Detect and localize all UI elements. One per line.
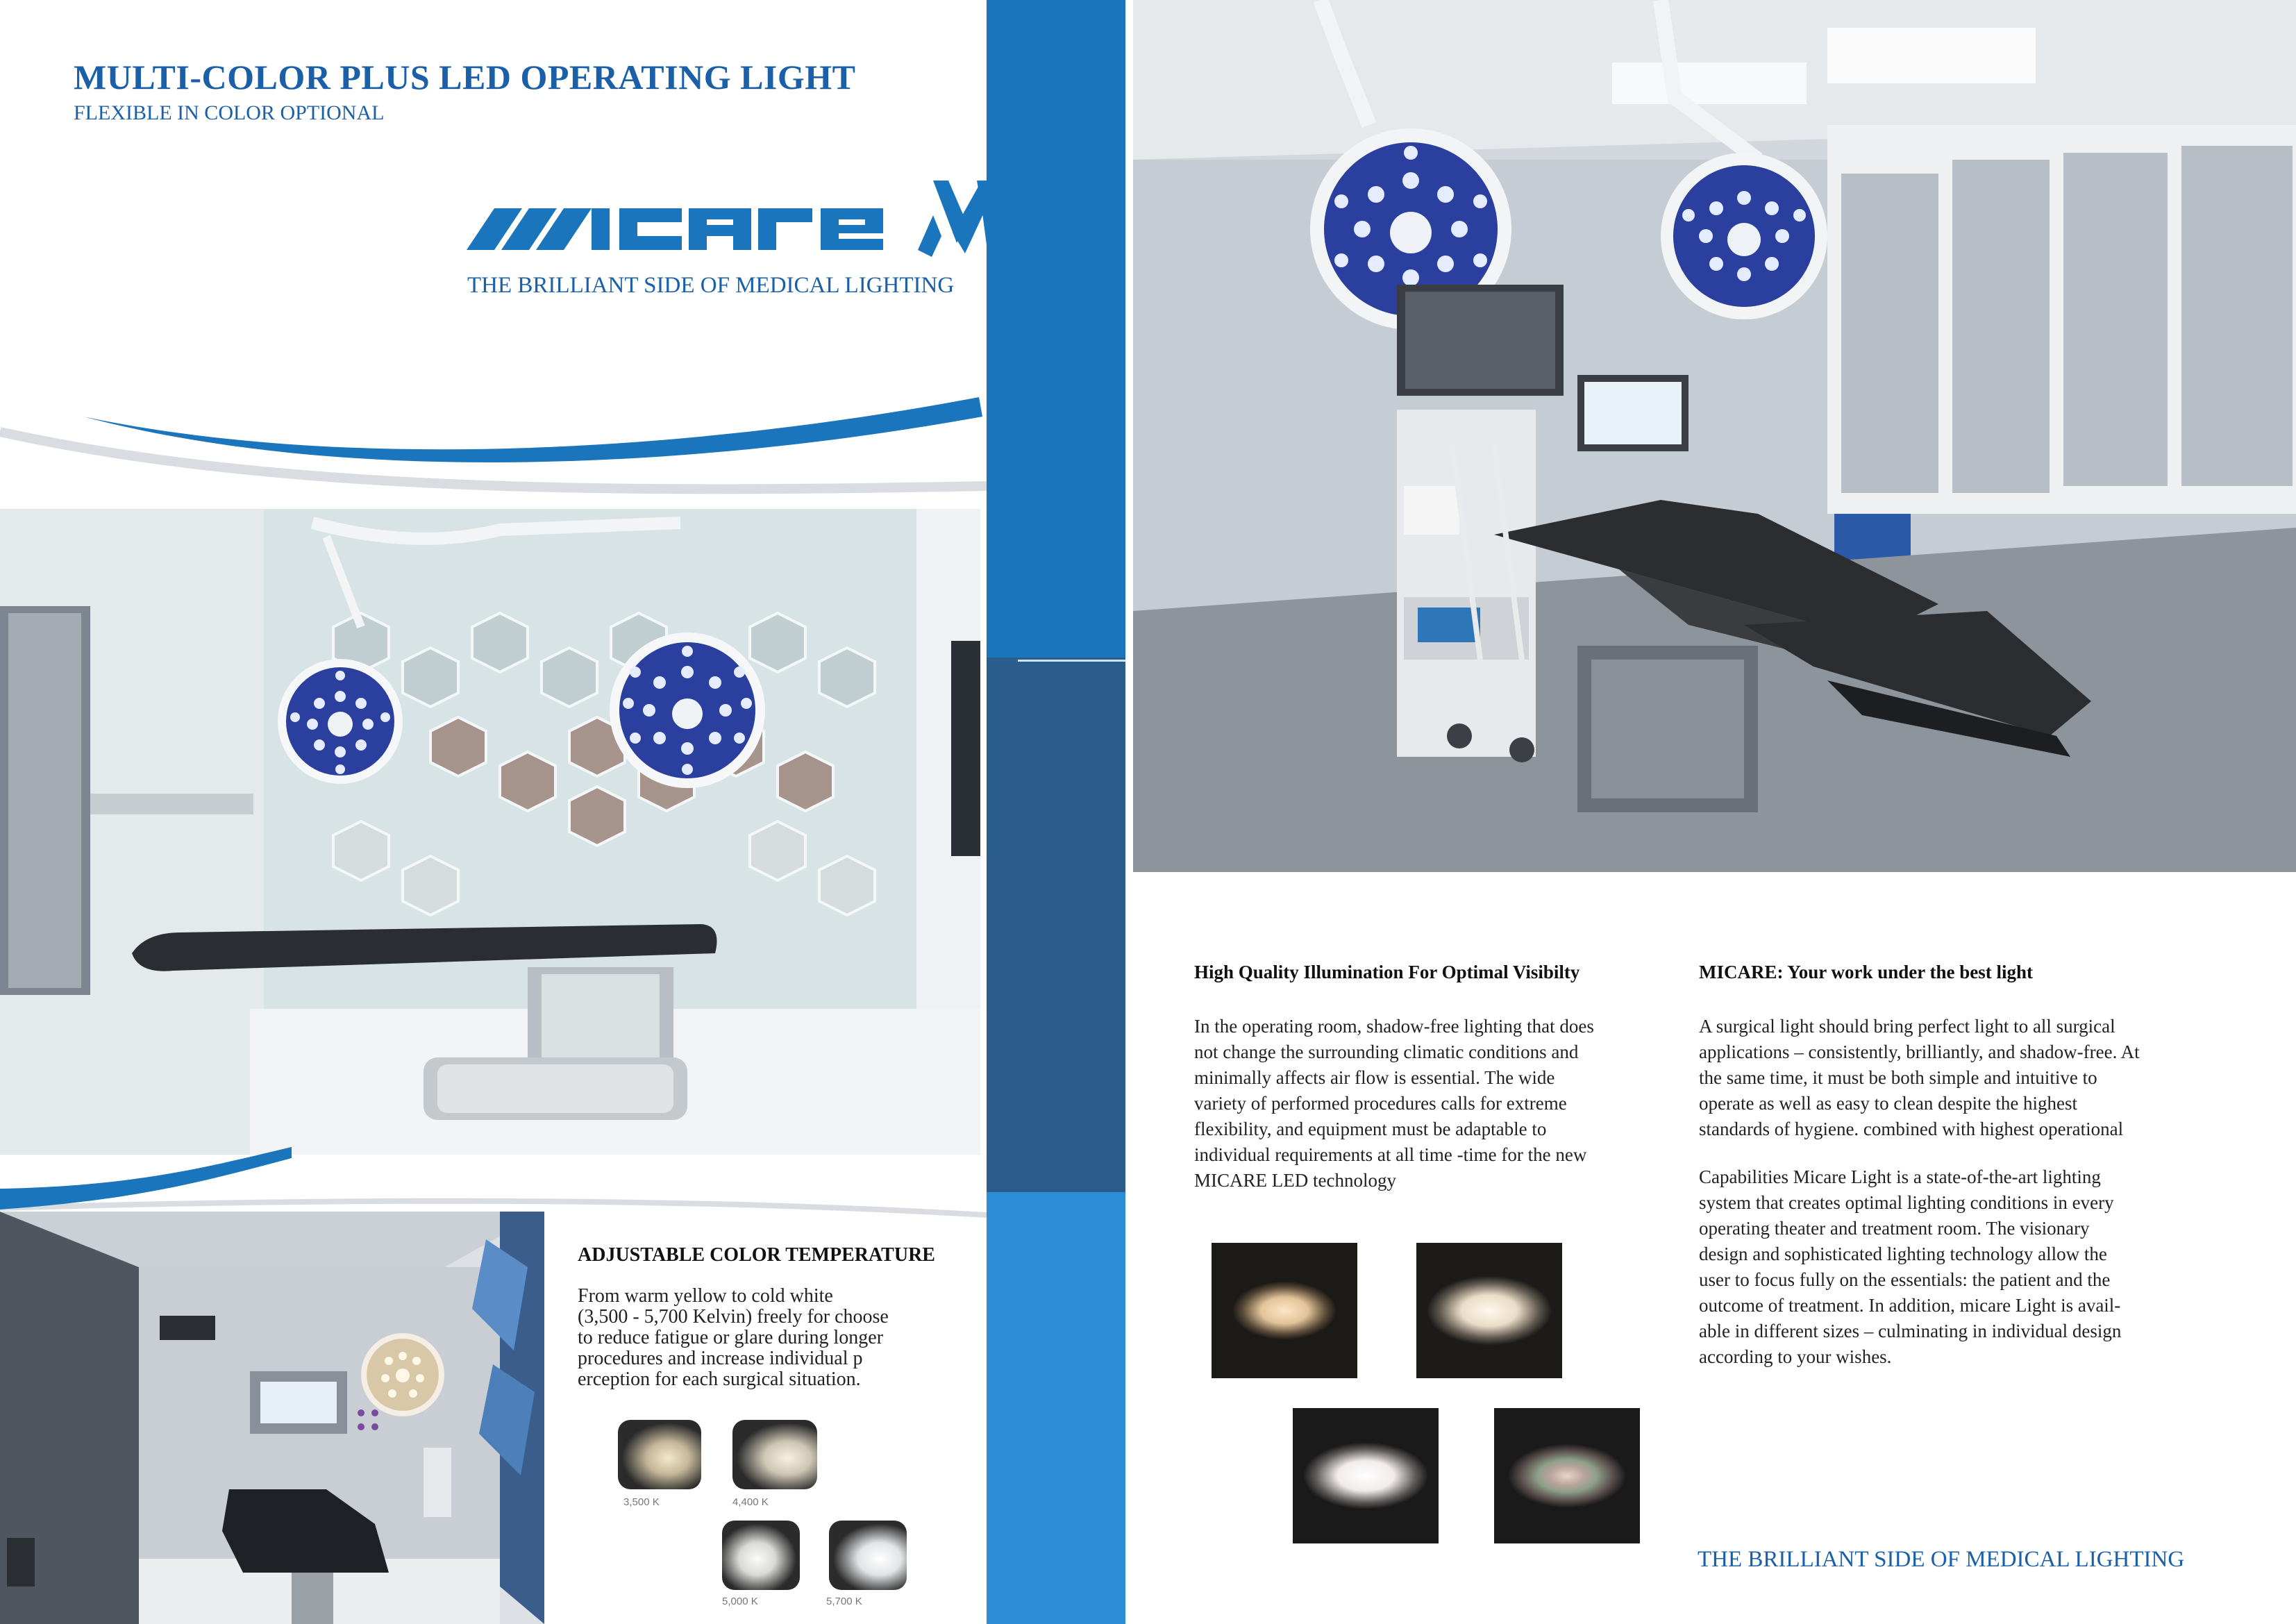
illumination-line: not change the surrounding climatic conditions and: [1194, 1041, 1579, 1062]
adjustable-heading: ADJUSTABLE COLOR TEMPERATURE: [578, 1244, 935, 1266]
adjustable-line: From warm yellow to cold white: [578, 1285, 833, 1307]
adjustable-line: (3,500 - 5,700 Kelvin) freely for choose: [578, 1306, 889, 1328]
swatch-caption: 5,700 K: [826, 1596, 862, 1607]
micare-logo-graphic: [467, 167, 1050, 260]
micare-para2: [1699, 1164, 2121, 1370]
swatch-caption: 4,400 K: [732, 1496, 769, 1508]
brand-tagline: THE BRILLIANT SIDE OF MEDICAL LIGHTING: [467, 273, 955, 298]
micare-line: Capabilities Micare Light is a state-of-the-art lighting: [1699, 1166, 2101, 1187]
operating-room-photo-hexwall: [0, 509, 980, 1155]
footer-tagline: THE BRILLIANT SIDE OF MEDICAL LIGHTING: [1698, 1547, 2185, 1572]
brand-logo: [467, 167, 1050, 260]
color-swatch-3500: [618, 1420, 701, 1489]
operating-room-photo-small: [0, 1212, 544, 1624]
page-subtitle: FLEXIBLE IN COLOR OPTIONAL: [74, 101, 385, 124]
blue-band-bottom: [987, 1192, 1125, 1624]
micare-line: system that creates optimal lighting conditions in every: [1699, 1192, 2114, 1213]
adjustable-text: [578, 1286, 889, 1390]
light-spot-warm: [1212, 1243, 1357, 1378]
adjustable-line: procedures and increase individual p: [578, 1348, 863, 1369]
illumination-line: variety of performed procedures calls for extreme: [1194, 1093, 1567, 1114]
color-swatch-4400: [732, 1420, 817, 1489]
illumination-line: minimally affects air flow is essential. The wide: [1194, 1067, 1555, 1088]
illumination-line: MICARE LED technology: [1194, 1170, 1396, 1191]
adjustable-line: erception for each surgical situation.: [578, 1368, 861, 1390]
illumination-text: [1194, 1014, 1594, 1194]
illumination-heading: High Quality Illumination For Optimal Visibilty: [1194, 962, 1580, 982]
micare-line: standards of hygiene. combined with highest operational: [1699, 1119, 2124, 1139]
illumination-line: individual requirements at all time -time for the new: [1194, 1144, 1587, 1165]
color-swatch-5000: [722, 1521, 800, 1590]
micare-line: able in different sizes – culminating in individual design: [1699, 1321, 2122, 1341]
band-divider: [1018, 660, 1125, 662]
light-spot-cool: [1293, 1408, 1439, 1543]
micare-line: design and sophisticated lighting technology allow the: [1699, 1244, 2107, 1264]
micare-para1: [1699, 1014, 2140, 1142]
swatch-caption: 3,500 K: [623, 1496, 660, 1508]
blue-band-mid: [987, 658, 1125, 1192]
micare-line: operating theater and treatment room. The visionary: [1699, 1218, 2090, 1239]
micare-line: the same time, it must be both simple and intuitive to: [1699, 1067, 2097, 1088]
light-spot-multicolor: [1494, 1408, 1640, 1543]
swoosh-top: [0, 389, 987, 514]
registered-mark: ®: [1039, 162, 1053, 183]
color-swatch-5700: [829, 1521, 907, 1590]
micare-line: A surgical light should bring perfect light to all surgical: [1699, 1016, 2115, 1037]
blue-band-top: [987, 0, 1125, 658]
illumination-line: flexibility, and equipment must be adaptable to: [1194, 1119, 1547, 1139]
micare-line: applications – consistently, brilliantly, and shadow-free. At: [1699, 1041, 2140, 1062]
micare-line: outcome of treatment. In addition, micare Light is avail-: [1699, 1295, 2121, 1316]
operating-room-photo-main: [1133, 0, 2296, 872]
micare-line: operate as well as easy to clean despite the highest: [1699, 1093, 2078, 1114]
illumination-line: In the operating room, shadow-free lighting that does: [1194, 1016, 1594, 1037]
page-title: MULTI-COLOR PLUS LED OPERATING LIGHT: [74, 58, 856, 97]
swatch-caption: 5,000 K: [722, 1596, 758, 1607]
micare-heading: MICARE: Your work under the best light: [1699, 962, 2034, 982]
adjustable-line: to reduce fatigue or glare during longer: [578, 1327, 884, 1348]
micare-line: user to focus fully on the essentials: the patient and the: [1699, 1269, 2111, 1290]
light-spot-neutral: [1416, 1243, 1562, 1378]
micare-line: according to your wishes.: [1699, 1346, 1892, 1367]
